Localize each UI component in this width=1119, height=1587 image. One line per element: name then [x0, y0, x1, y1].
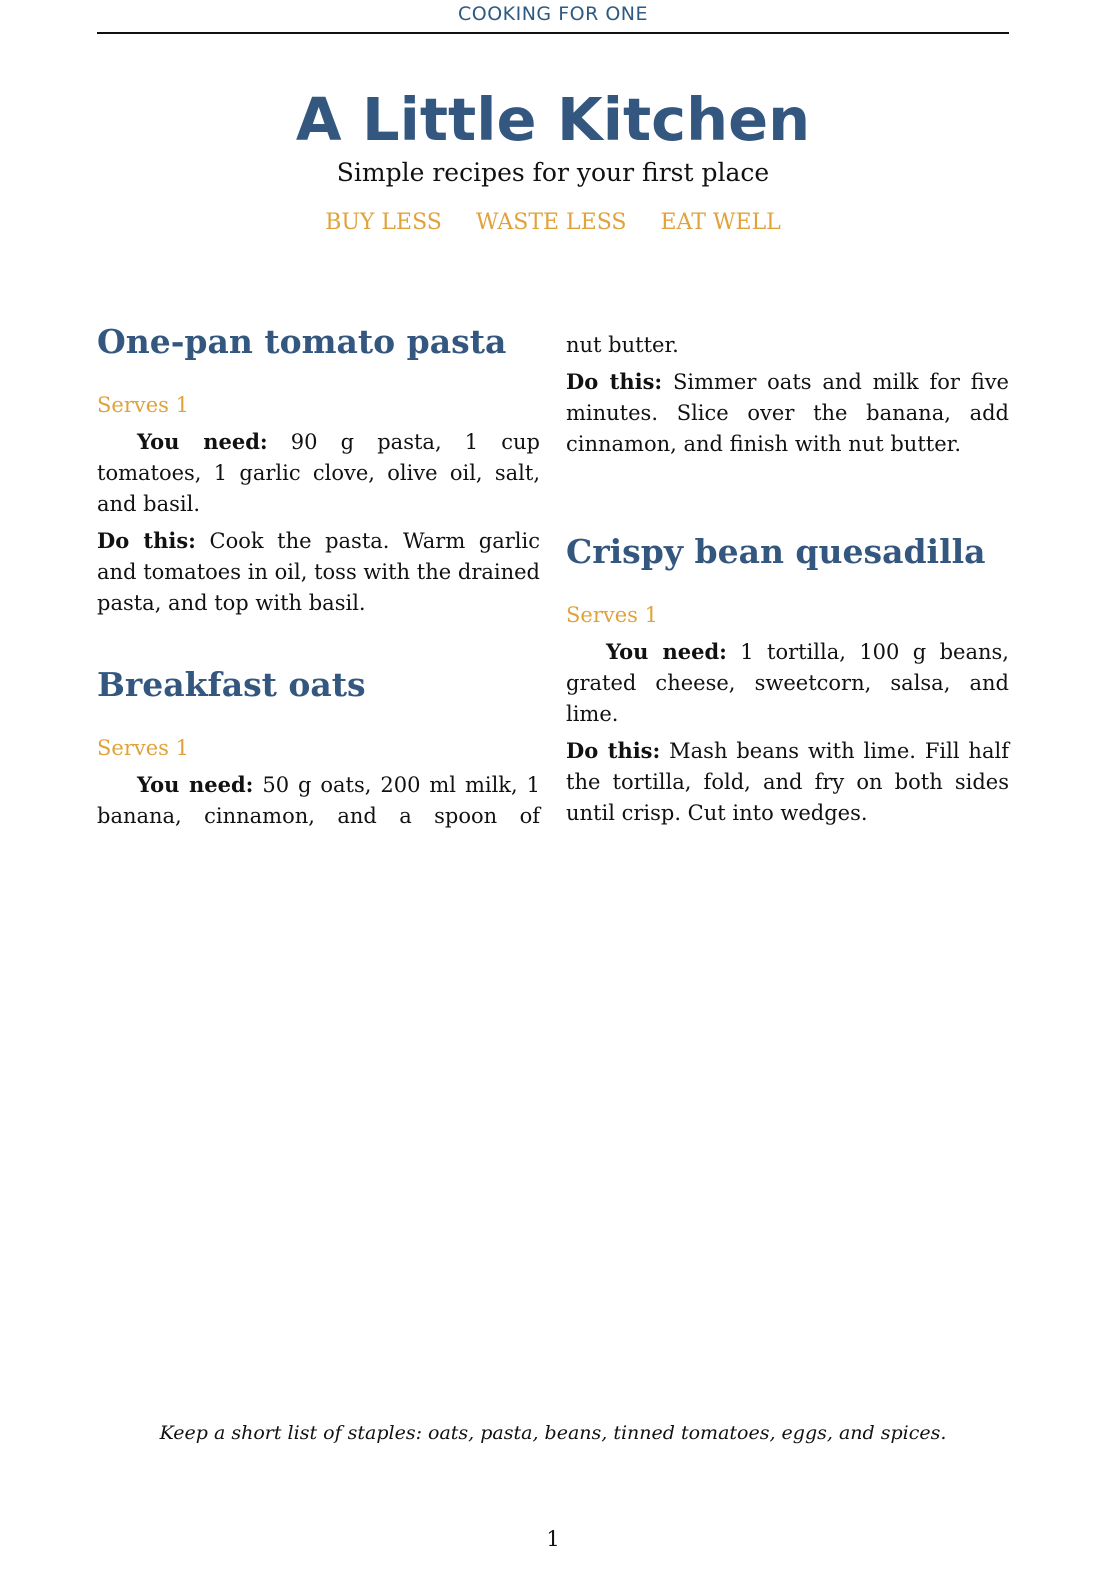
tag-buy-less: BUY LESS: [325, 210, 442, 235]
serves-label: Serves 1: [566, 603, 658, 627]
serves-label: Serves 1: [97, 736, 189, 760]
do-this-label: Do this:: [97, 528, 196, 553]
right-column: [566, 320, 1009, 873]
method-text: Cook the pasta. Warm garlic and tomatoes in oil, toss with the drained pasta, and top with basil.: [97, 529, 540, 615]
ingredients-paragraph: [97, 769, 540, 832]
serves-label: Serves 1: [97, 393, 189, 417]
ingredients-paragraph: [566, 636, 1009, 730]
ingredients-continued: nut butter.: [566, 333, 679, 357]
recipe-title: One-pan tomato pasta: [97, 322, 507, 361]
you-need-label: You need:: [137, 772, 254, 797]
you-need-label: You need:: [606, 639, 727, 664]
page-header: [97, 0, 1009, 34]
do-this-label: Do this:: [566, 369, 663, 394]
page-number: 1: [546, 1527, 560, 1551]
tag-eat-well: EAT WELL: [660, 210, 781, 235]
document-title: A Little Kitchen: [295, 85, 811, 154]
ingredients-paragraph: [97, 426, 540, 520]
title-block: [97, 84, 1009, 238]
method-text: Simmer oats and milk for five minutes. Slice over the banana, add cinnamon, and finish with nut butter.: [566, 370, 1009, 456]
recipe-title: Breakfast oats: [97, 665, 366, 704]
method-paragraph: [566, 735, 1009, 829]
method-paragraph: [566, 366, 1009, 460]
recipe-tomato-pasta: [97, 320, 540, 619]
method-text: Mash beans with lime. Fill half the tortilla, fold, and fry on both sides until crisp. Cut into wedges.: [566, 739, 1009, 825]
method-paragraph: [97, 525, 540, 619]
recipe-breakfast-oats-continued: [566, 330, 1009, 460]
footer-note: Keep a short list of staples: oats, pasta, beans, tinned tomatoes, eggs, and spices.: [159, 1422, 947, 1444]
recipe-breakfast-oats: [97, 663, 540, 832]
recipe-bean-quesadilla: [566, 530, 1009, 829]
running-head: COOKING FOR ONE: [457, 3, 648, 25]
tag-waste-less: WASTE LESS: [475, 210, 627, 235]
ingredients-text: 50 g oats, 200 ml milk, 1 banana, cinnamon, and a spoon of: [97, 773, 540, 828]
ingredients-text: 90 g pasta, 1 cup tomatoes, 1 garlic clove, olive oil, salt, and basil.: [97, 430, 540, 516]
you-need-label: You need:: [137, 429, 268, 454]
ingredients-text: 1 tortilla, 100 g beans, grated cheese, sweetcorn, salsa, and lime.: [566, 640, 1009, 726]
recipe-title: Crispy bean quesadilla: [566, 532, 986, 571]
left-column: [97, 320, 540, 876]
tagline: [97, 208, 1009, 238]
document-subtitle: Simple recipes for your first place: [336, 158, 770, 187]
do-this-label: Do this:: [566, 738, 661, 763]
